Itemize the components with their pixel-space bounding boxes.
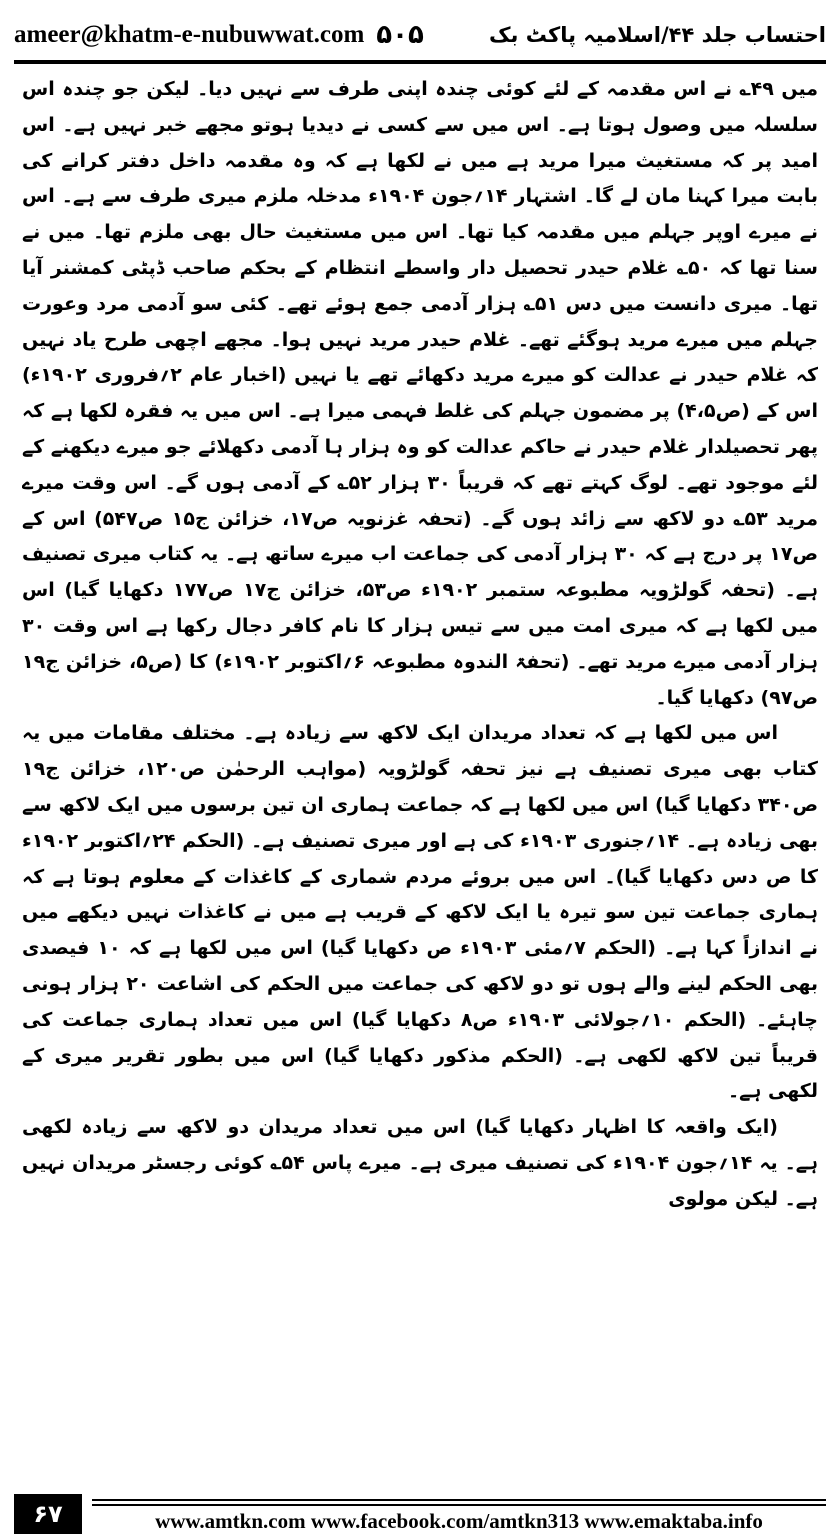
paragraph-3: (ایک واقعہ کا اظہار دکھایا گیا) اس میں تعداد مریدان دو لاکھ سے زیادہ لکھی ہے۔ یہ ۱۴؍جون ۱۹۰۴ء کی تصنیف میری ہے۔ میرے پاس ۵۴؎ کوئی رجسٹر مریدان نہیں ہے۔ لیکن مولوی [22,1116,818,1210]
paragraph-2: اس میں لکھا ہے کہ تعداد مریدان ایک لاکھ سے زیادہ ہے۔ مختلف مقامات میں یہ کتاب بھی میری تصنیف ہے نیز تحفہ گولڑویہ (مواہب الرحمٰن ص۱۲۰، خزائن ج۱۹ ص۳۴۰ دکھایا گیا) اس میں لکھا ہے کہ جماعت ہماری ان تین برسوں میں ایک لاکھ سے بھی زیادہ ہے۔ ۱۴؍جنوری ۱۹۰۳ء کی ہے اور میری تصنیف ہے۔ (الحکم ۲۴؍اکتوبر ۱۹۰۲ء کا ص دس دکھایا گیا)۔ اس میں بروئے مردم شماری کے کاغذات کے معلوم ہوتا ہے کہ ہماری جماعت تین سو تیرہ یا ایک لاکھ کے قریب ہے میں نے کاغذات نہیں دیکھے میں نے اندازاً کہا ہے۔ (الحکم ۷؍مئی ۱۹۰۳ء ص دکھایا گیا) اس میں لکھا ہے کہ ۱۰ فیصدی بھی الحکم لینے والے ہوں تو دو لاکھ کی جماعت میں الحکم کی اشاعت ۲۰ ہزار ہونی چاہئے۔ (الحکم ۱۰؍جولائی ۱۹۰۳ء ص۸ دکھایا گیا) اس میں تعداد ہماری جماعت کی قریباً تین لاکھ لکھی ہے۔ (الحکم مذکور دکھایا گیا) اس میں بطور تقریر میری کے لکھی ہے۔ [22,722,818,1103]
page-footer [14,1494,826,1534]
paragraph-1: میں ۴۹؎ نے اس مقدمہ کے لئے کوئی چندہ اپنی طرف سے نہیں دیا۔ لیکن جو چندہ اس سلسلہ میں وصول ہوتا ہے۔ اس میں سے کسی نے دیدیا ہوتو مجھے خبر نہیں ہے۔ اس امید پر کہ مستغیث میرا مرید ہے میں نے لکھا ہے کہ وہ مقدمہ داخل دفتر کرانے کی بابت میرا کہنا مان لے گا۔ اشتہار ۱۴؍جون ۱۹۰۴ء مدخلہ ملزم میری طرف سے ہے۔ اس نے میرے اوپر جہلم میں مقدمہ کیا تھا۔ اس میں مستغیث حال بھی ملزم تھا۔ میں نے سنا تھا کہ ۵۰؎ غلام حیدر تحصیل دار واسطے انتظام کے بحکم صاحب ڈپٹی کمشنر آیا تھا۔ میری دانست میں دس ۵۱؎ ہزار آدمی جمع ہوئے تھے۔ کئی سو آدمی مرد وعورت جہلم میں میرے مرید ہوگئے تھے۔ غلام حیدر مرید نہیں ہوا۔ مجھے اچھی طرح یاد نہیں کہ غلام حیدر نے عدالت کو میرے مرید دکھائے تھے یا نہیں (اخبار عام ۲؍فروری ۱۹۰۲ء) اس کے (ص۴،۵) پر مضمون جہلم کی غلط فہمی میرا ہے۔ اس میں یہ فقرہ لکھا ہے کہ پھر تحصیلدار غلام حیدر نے حاکم عدالت کو وہ ہزار ہا آدمی دکھلائے جو میرے دیکھنے کے لئے موجود تھے۔ لوگ کہتے تھے کہ قریباً ۳۰ ہزار ۵۲؎ کے آدمی ہوں گے۔ اس وقت میرے مرید ۵۳؎ دو لاکھ سے زائد ہوں گے۔ (تحفہ غزنویہ ص۱۷، خزائن ج۱۵ ص۵۴۷) اس کے ص۱۷ پر درج ہے کہ ۳۰ ہزار آدمی کی جماعت اب میرے ساتھ ہے۔ یہ کتاب میری تصنیف ہے۔ (تحفہ گولڑویہ مطبوعہ ستمبر ۱۹۰۲ء ص۵۳، خزائن ج۱۷ ص۱۷۷ دکھایا گیا) اس میں لکھا ہے کہ میری امت میں سے تیس ہزار کا نام کافر دجال رکھا ہے اس وقت ۳۰ ہزار آدمی میرے مرید تھے۔ (تحفۃ الندوہ مطبوعہ ۶؍اکتوبر ۱۹۰۲ء) کا (ص۵، خزائن ج۱۹ ص۹۷) دکھایا گیا۔ [22,78,818,709]
footer-urls: www.amtkn.com www.facebook.com/amtkn313 www.emaktaba.info [155,1509,763,1533]
footer-divider [92,1499,826,1506]
header-email: ameer@khatm-e-nubuwwat.com [14,21,365,48]
footer-page-number: ۶۷ [14,1494,82,1534]
page-body [22,72,818,1464]
header-left-group [14,20,424,50]
page-header [14,10,826,60]
footer-links-block [82,1494,826,1534]
header-page-number: ۵۰۵ [376,20,424,50]
header-divider [14,60,826,64]
header-book-title: احتساب جلد ۴۴/اسلامیہ پاکٹ بک [489,23,826,47]
